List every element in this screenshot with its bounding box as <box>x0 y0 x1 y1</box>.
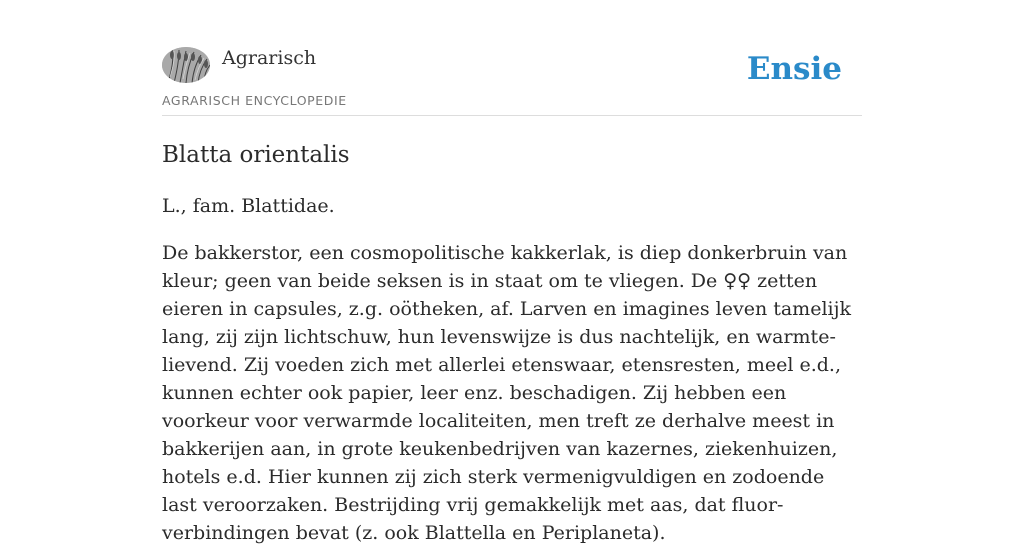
wheat-ears-icon[interactable] <box>162 47 210 83</box>
article-paragraph: De bakkerstor, een cosmopolitische kakkerlak, is diep donkerbruin van kleur; geen van beide seksen is in staat om te vliegen. De ♀♀ zetten eieren in capsules, z.g. oötheken, af. Larven en imagines leven tamelijk lang, zij zijn lichtschuw, hun levenswijze is dus nachtelijk, en warmte-lievend. Zij voeden zich met allerlei etenswaar, etensresten, meel e.d., kunnen echter ook papier, leer enz. beschadigen. Zij hebben een voorkeur voor verwarmde localiteiten, men treft ze derhalve meest in bakkerijen aan, in grote keukenbedrijven van kazernes, ziekenhuizen, hotels e.d. Hier kunnen zij zich sterk vermenigvuldigen en zodoende last veroorzaken. Bestrijding vrij gemakkelijk met aas, dat fluor-verbindingen bevat (z. ook Blattella en Periplaneta). <box>162 242 852 544</box>
source-name-link[interactable]: Agrarisch <box>222 47 317 69</box>
source-subtitle: AGRARISCH ENCYCLOPEDIE <box>162 93 347 108</box>
source-header <box>162 0 862 116</box>
page-container <box>162 0 862 544</box>
brand-logo-link[interactable]: Ensie <box>746 51 842 87</box>
page-title: Blatta orientalis <box>162 142 350 168</box>
article-paragraph: L., fam. Blattidae. <box>162 195 335 217</box>
